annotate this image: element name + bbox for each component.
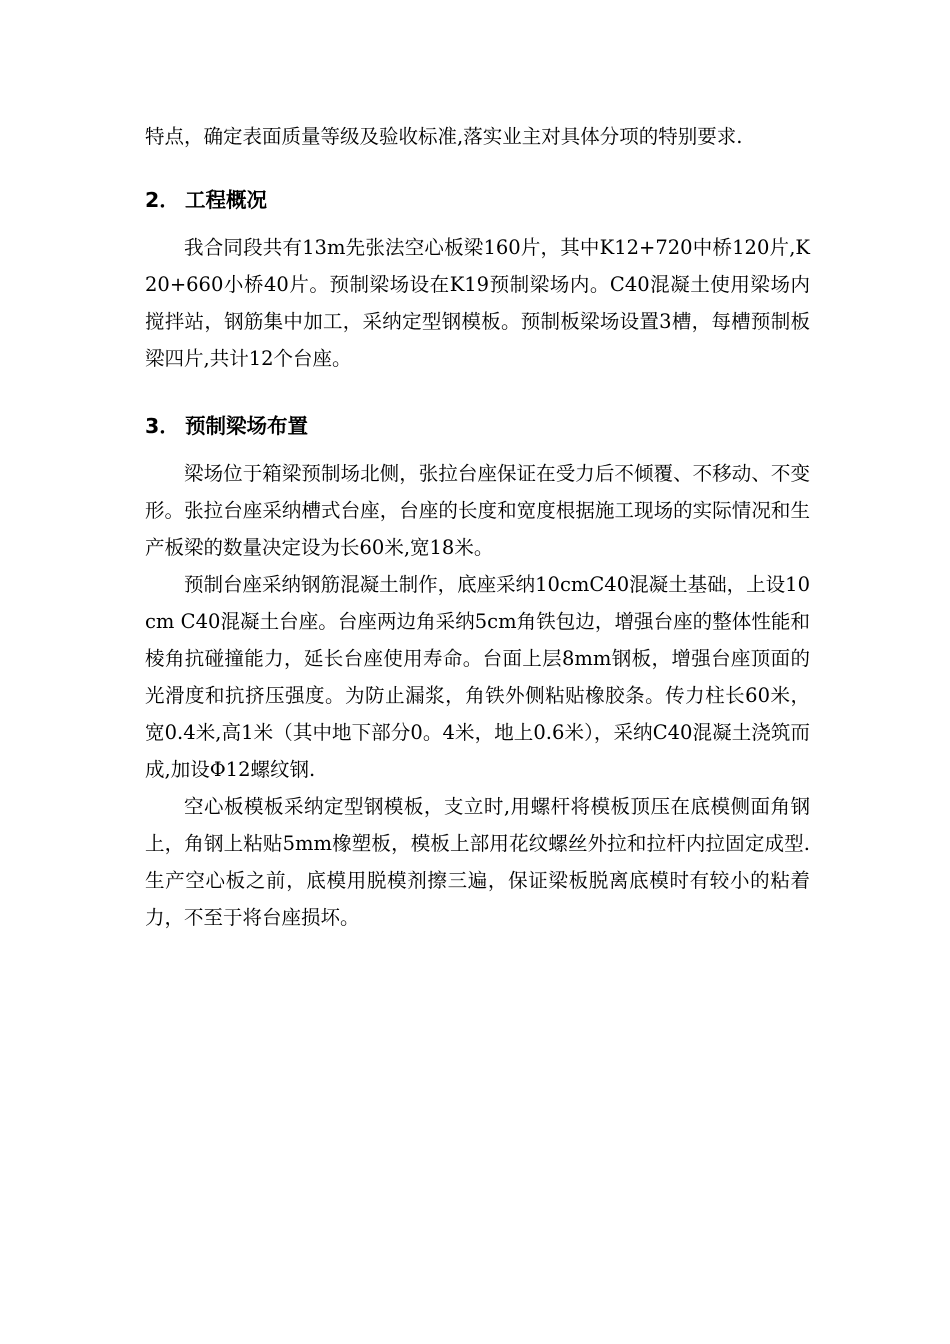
section-3-title: 预制梁场布置 xyxy=(185,414,308,438)
section-2-number: 2． xyxy=(145,188,180,212)
section-3-heading xyxy=(145,411,810,441)
section-2-paragraph-1: 我合同段共有13m先张法空心板梁160片，其中K12+720中桥120片,K20+660小桥40片。预制梁场设在K19预制梁场内。C40混凝土使用梁场内搅拌站，钢筋集中加工，采纳定型钢模板。预制板梁场设置3槽，每槽预制板梁四片,共计12个台座。 xyxy=(145,236,810,370)
section-2-heading xyxy=(145,185,810,215)
document-page xyxy=(145,118,810,936)
section-3-number: 3． xyxy=(145,414,180,438)
section-2-title: 工程概况 xyxy=(185,188,267,212)
section-3-paragraph-3: 空心板模板采纳定型钢模板，支立时,用螺杆将模板顶压在底模侧面角钢上，角钢上粘贴5mm橡塑板，模板上部用花纹螺丝外拉和拉杆内拉固定成型.生产空心板之前，底模用脱模剂擦三遍，保证梁板脱离底模时有较小的粘着力，不至于将台座损坏。 xyxy=(145,795,810,929)
section-3-paragraph-1: 梁场位于箱梁预制场北侧，张拉台座保证在受力后不倾覆、不移动、不变形。张拉台座采纳槽式台座，台座的长度和宽度根据施工现场的实际情况和生产板梁的数量决定设为长60米,宽18米。 xyxy=(145,462,810,559)
intro-paragraph: 特点，确定表面质量等级及验收标准,落实业主对具体分项的特别要求. xyxy=(145,125,743,148)
section-3-paragraph-2: 预制台座采纳钢筋混凝土制作，底座采纳10cmC40混凝土基础，上设10cm C40混凝土台座。台座两边角采纳5cm角铁包边，增强台座的整体性能和棱角抗碰撞能力，延长台座使用寿命。台面上层8mm钢板，增强台座顶面的光滑度和抗挤压强度。为防止漏浆，角铁外侧粘贴橡胶条。传力柱长60米，宽0.4米,高1米（其中地下部分0。4米，地上0.6米），采纳C40混凝土浇筑而成,加设Φ12螺纹钢. xyxy=(145,573,810,781)
